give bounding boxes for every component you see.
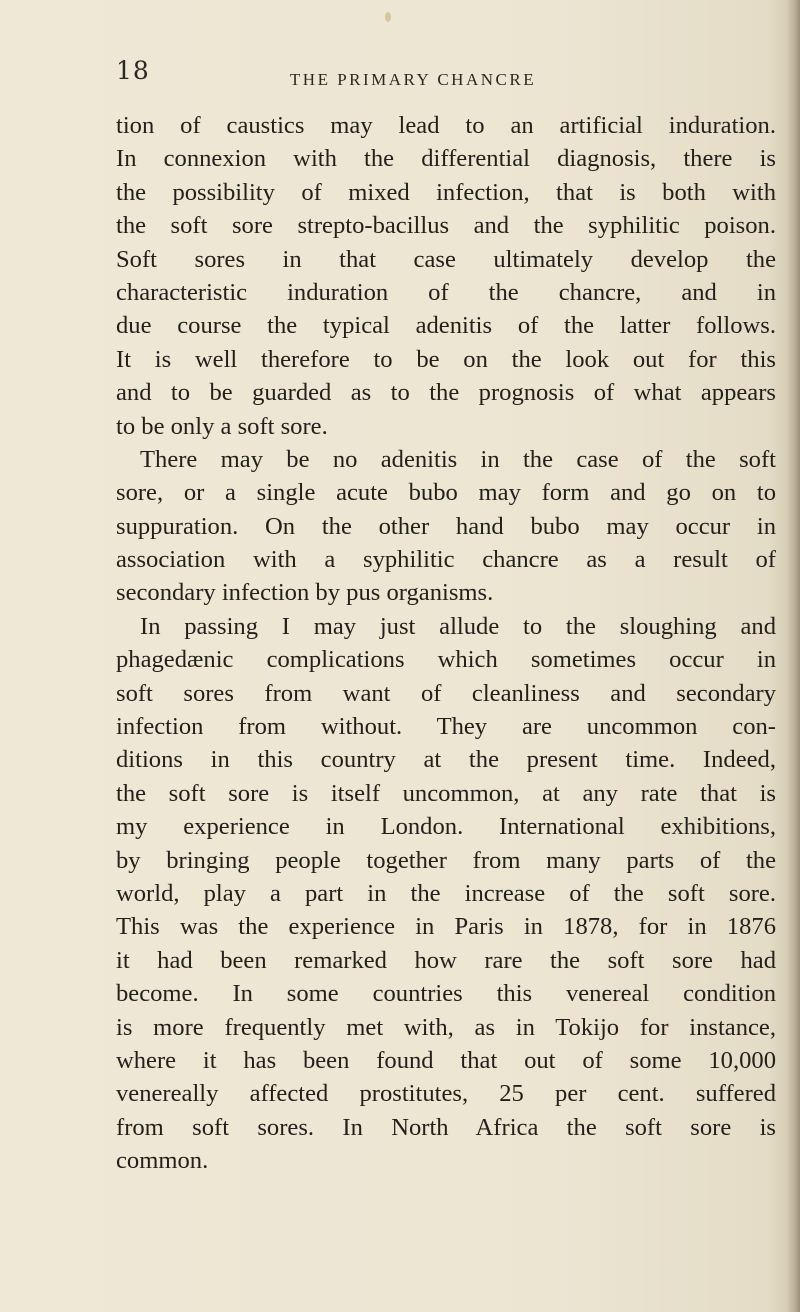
text-line: soft sores from want of cleanliness and secondary <box>116 679 776 707</box>
text-line: In connexion with the differential diagnosis, there is <box>116 145 776 173</box>
text-line: venereally affected prostitutes, 25 per cent. suffered <box>116 1080 776 1108</box>
text-line: by bringing people together from many parts of the <box>116 846 776 874</box>
text-line: where it has been found that out of some 10,000 <box>116 1046 776 1074</box>
text-line: association with a syphilitic chancre as a result of <box>116 546 776 574</box>
running-title: THE PRIMARY CHANCRE <box>289 70 537 89</box>
text-line: Soft sores in that case ultimately develop the <box>116 245 776 273</box>
text-line: In passing I may just allude to the sloughing and <box>140 612 776 640</box>
text-line: ditions in this country at the present time. Indeed, <box>116 746 776 774</box>
text-line: become. In some countries this venereal condition <box>116 980 776 1008</box>
text-line: is more frequently met with, as in Tokijo for instance, <box>116 1013 776 1041</box>
text-line: to be only a soft sore. <box>116 412 328 440</box>
text-line: suppuration. On the other hand bubo may occur in <box>116 512 776 540</box>
text-line: phagedænic complications which sometimes occur in <box>116 646 776 674</box>
text-line: it had been remarked how rare the soft sore had <box>116 946 776 974</box>
text-line: world, play a part in the increase of the soft sore. <box>116 879 776 907</box>
text-line: characteristic induration of the chancre, and in <box>116 278 776 306</box>
text-line: my experience in London. International exhibitions, <box>116 813 776 841</box>
text-line: and to be guarded as to the prognosis of what appears <box>116 379 776 407</box>
body-text <box>116 109 776 1178</box>
text-line: secondary infection by pus organisms. <box>116 579 494 607</box>
text-line: tion of caustics may lead to an artificial induration. <box>116 112 776 139</box>
ink-speck <box>385 12 391 22</box>
text-line: common. <box>116 1147 209 1175</box>
text-line: This was the experience in Paris in 1878, for in 1876 <box>116 913 776 941</box>
text-line: due course the typical adenitis of the latter follows. <box>116 312 776 340</box>
text-line: It is well therefore to be on the look out for this <box>116 345 776 373</box>
text-line: the possibility of mixed infection, that is both with <box>116 178 776 206</box>
page-number: 18 <box>116 56 150 85</box>
text-line: the soft sore strepto-bacillus and the syphilitic poison. <box>116 212 776 240</box>
page-edge-shadow <box>786 0 800 1312</box>
text-line: sore, or a single acute bubo may form and go on to <box>116 479 776 507</box>
text-line: the soft sore is itself uncommon, at any rate that is <box>116 779 776 807</box>
text-line: from soft sores. In North Africa the soft sore is <box>116 1113 776 1141</box>
text-line: There may be no adenitis in the case of the soft <box>140 445 776 473</box>
text-line: infection from without. They are uncommon con- <box>116 713 776 741</box>
